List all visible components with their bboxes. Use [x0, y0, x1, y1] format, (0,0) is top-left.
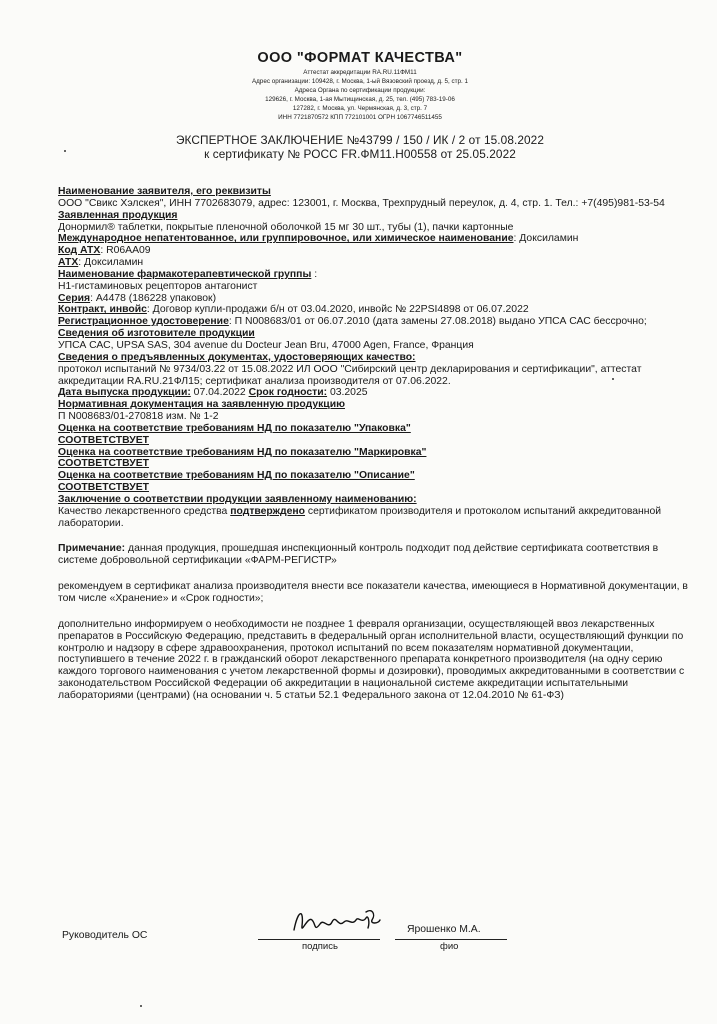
final-pre: Качество лекарственного средства [58, 505, 231, 517]
expiry-text: 03.2025 [327, 387, 368, 399]
pharm-group-text: H1-гистаминовых рецепторов антагонист [58, 280, 258, 292]
atx-code-label: Код АТХ [58, 245, 101, 257]
final-label: Заключение о соответствии продукции заявленному наименованию: [58, 493, 417, 505]
final-confirmed: подтверждено [230, 505, 306, 517]
expiry-label: Срок годности: [248, 387, 328, 399]
signature-caption: подпись [302, 941, 338, 952]
conclusion-title-block [100, 133, 620, 161]
org-detail-line: Адрес организации: 109428, г. Москва, 1-ый Вязовский проезд, д. 5, стр. 1 [251, 78, 469, 86]
org-detail-line: Адреса Органа по сертификации продукции: [294, 87, 426, 95]
release-label: Дата выпуска продукции: [58, 387, 191, 399]
org-detail-line: ИНН 7721870572 КПП 772101001 ОГРН 1067746511455 [278, 114, 442, 122]
atx-code-text: : R06AA09 [100, 245, 151, 257]
pharm-group-label: Наименование фармакотерапевтической группы [58, 268, 312, 280]
nd-text: П N008683/01-270818 изм. № 1-2 [58, 411, 219, 423]
handwritten-signature [288, 906, 388, 940]
org-details [100, 68, 620, 123]
product-text: Донормил® таблетки, покрытые пленочной оболочкой 15 мг 30 шт., тубы (1), пачки картонные [58, 221, 514, 233]
name-line [395, 939, 507, 940]
org-name: ООО "ФОРМАТ КАЧЕСТВА" [257, 50, 463, 66]
check-description-label: Оценка на соответствие требованиям НД по показателю "Описание" [58, 470, 415, 482]
check-marking-label: Оценка на соответствие требованиям НД по показателю "Маркировка" [58, 446, 427, 458]
atx-text: : Доксиламин [78, 257, 144, 269]
name-caption: фио [440, 941, 459, 952]
note-label: Примечание: [58, 543, 126, 555]
registration-label: Регистрационное удостоверение [58, 316, 229, 328]
check-packaging-result: СООТВЕТСТВУЕТ [58, 434, 149, 446]
note-text: данная продукция, прошедшая инспекционный контроль подходит под действие сертификата соответствия в системе добровольной сертификации «ФАРМ-РЕГИСТР» [58, 543, 659, 567]
release-text: 07.04.2022 [190, 387, 249, 399]
final-post: сертификатом производителя и протоколом испытаний аккредитованной лаборатории. [58, 505, 662, 529]
series-text: : A4478 (186228 упаковок) [90, 292, 217, 304]
certificate-ref: к сертификату № РОСС FR.ФМ11.Н00558 от 25.05.2022 [204, 147, 516, 161]
check-description-result: СООТВЕТСТВУЕТ [58, 482, 149, 494]
atx-label: АТХ [58, 257, 79, 269]
additional-text: дополнительно информируем о необходимости не позднее 1 февраля организации, осуществляющей ввоз лекарственных препаратов в Российскую Федерацию, представить в федеральный орган исполнительной власти, осуществляющий функции по контролю и надзору в сфере здравоохранения, протокол испытаний по всем показателям нормативной документации, поступившего в течение 2022 г. в гражданский оборот лекарственного препарата конкретного производителя (на одну серию каждого торгового наименования с учетом лекарственной формы и дозировки), проводимых аккредитованными в соответствии с законодательством Российской Федерации об аккредитации в национальной системе аккредитации испытательными лабораториями (центрами) (на основании ч. 5 статьи 52.1 Федерального закона от 12.04.2010 № 61-ФЗ) [58, 618, 685, 701]
series-label: Серия [58, 292, 91, 304]
check-packaging-label: Оценка на соответствие требованиям НД по показателю "Упаковка" [58, 422, 411, 434]
inn-text: : Доксиламин [513, 233, 579, 245]
scan-speck [140, 1005, 142, 1007]
signer-role: Руководитель ОС [62, 930, 148, 941]
org-detail-line: Аттестат аккредитации RA.RU.11ФМ11 [303, 69, 417, 76]
applicant-label: Наименование заявителя, его реквизиты [58, 186, 271, 197]
manufacturer-label: Сведения об изготовителе продукции [58, 328, 255, 340]
registration-text: : П N008683/01 от 06.07.2010 (дата замены 27.08.2018) выдано УПСА САС бессрочно; [228, 316, 647, 328]
org-detail-line: 129626, г. Москва, 1-ая Мытищинская, д. 25, тел. (495) 783-19-06 [265, 96, 455, 104]
product-label: Заявленная продукция [58, 209, 178, 221]
recommend-text: рекомендуем в сертификат анализа производителя внести все показатели качества, имеющиеся в Нормативной документации, в том числе «Хранение» и «Срок годности»; [58, 581, 688, 604]
scan-speck [64, 150, 66, 152]
signature-line [258, 939, 380, 940]
pharm-group-colon: : [311, 268, 318, 280]
nd-label: Нормативная документация на заявленную продукцию [58, 399, 345, 411]
conclusion-title: ЭКСПЕРТНОЕ ЗАКЛЮЧЕНИЕ №43799 / 150 / ИК / 2 от 15.08.2022 [175, 133, 545, 147]
org-detail-line: 127282, г. Москва, ул. Чермянская, д. 3, стр. 7 [292, 105, 428, 113]
docs-label: Сведения о предъявленных документах, удостоверяющих качество: [58, 351, 416, 363]
inn-label: Международное непатентованное, или группировочное, или химическое наименование [58, 233, 514, 245]
contract-text: : Договор купли-продажи б/н от 03.04.2020, инвойс № 22PSI4898 от 06.07.2022 [146, 304, 529, 316]
manufacturer-text: УПСА САС, UPSA SAS, 304 avenue du Docteur Jean Bru, 47000 Agen, France, Франция [58, 339, 474, 351]
contract-label: Контракт, инвойс [58, 304, 147, 316]
signer-name: Ярошенко М.А. [407, 924, 481, 935]
docs-text: протокол испытаний № 9734/03.22 от 15.08.2022 ИЛ ООО "Сибирский центр декларирования и сертификации", аттестат аккредитации RA.RU.21ФЛ15; сертификат анализа производителя от 07.06.2022. [58, 363, 642, 387]
check-marking-result: СООТВЕТСТВУЕТ [58, 458, 149, 470]
document-body [58, 186, 688, 702]
final-text [58, 506, 688, 530]
scan-speck [612, 378, 614, 380]
applicant-text: ООО "Свикс Хэлскея", ИНН 7702683079, адрес: 123001, г. Москва, Трехпрудный переулок, д. 4, стр. 1. Тел.: +7(495)981-53-54 [58, 197, 665, 209]
